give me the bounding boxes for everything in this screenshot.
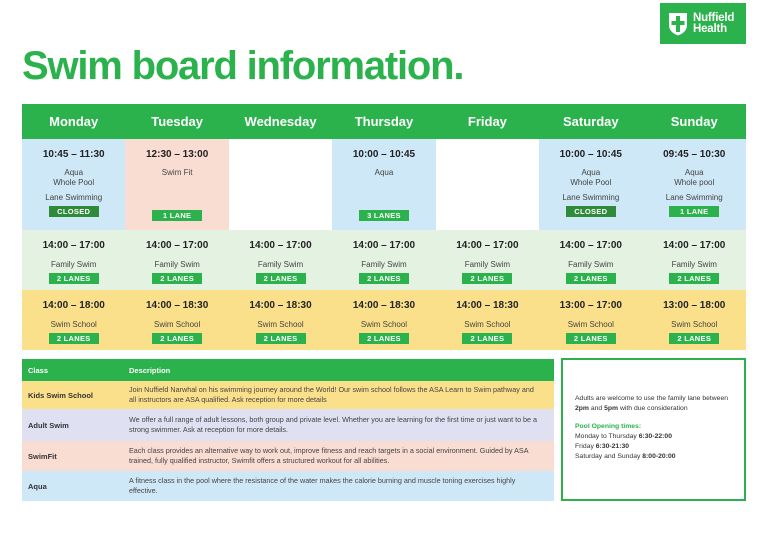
class-description: Join Nuffield Narwhal on his swimming journey around the World! Our swim school follows the ASA Learn to Swim pathway and all instructors are ASA qualified. Ask reception for more details: [129, 385, 534, 404]
session-activity: Aqua: [684, 168, 704, 177]
session-area: Whole Pool: [570, 178, 612, 187]
lane-badge: 2 LANES: [566, 333, 616, 344]
session-time: 14:00 – 17:00: [663, 240, 726, 251]
nuffield-health-logo: [660, 3, 746, 44]
class-row-swimfit: [22, 441, 554, 471]
session-cell-saturday-morning: [539, 139, 642, 230]
lane-badge: 2 LANES: [669, 273, 719, 284]
session-cell-friday-family: [436, 230, 539, 290]
lane-badge: 2 LANES: [256, 333, 306, 344]
session-activity: Swim School: [257, 320, 304, 329]
morning-sessions-row: [22, 139, 746, 230]
session-activity: Swim School: [360, 320, 408, 329]
note-time-start: 2pm: [575, 405, 589, 412]
session-cell-sunday-school: [643, 290, 746, 350]
note-text-mid: and: [588, 405, 605, 412]
session-cell-thursday-morning: [332, 139, 435, 230]
session-time: 14:00 – 18:00: [42, 300, 105, 311]
session-activity: Swim School: [464, 320, 511, 329]
lane-badge: 2 LANES: [359, 273, 409, 284]
session-cell-friday-morning: [436, 139, 539, 230]
class-name: Aqua: [28, 481, 47, 491]
lane-badge: 2 LANES: [359, 333, 409, 344]
session-time: 14:00 – 17:00: [42, 240, 105, 251]
session-activity: Aqua: [581, 168, 601, 177]
class-name: Kids Swim School: [28, 390, 94, 400]
session-activity: Aqua: [64, 168, 84, 177]
hours-label: Monday to Thursday: [575, 433, 639, 440]
session-activity: Swim School: [50, 320, 97, 329]
session-time: 10:00 – 10:45: [352, 149, 416, 160]
session-cell-saturday-family: [539, 230, 642, 290]
page-title: Swim board information.: [22, 44, 464, 88]
session-cell-wednesday-family: [229, 230, 332, 290]
session-activity: Aqua: [374, 168, 394, 177]
session-activity: Family Swim: [257, 260, 304, 269]
day-header-friday: Friday: [467, 114, 507, 129]
day-header-sunday: Sunday: [670, 114, 718, 129]
session-time: 14:00 – 17:00: [559, 240, 622, 251]
session-time: 13:00 – 17:00: [559, 300, 622, 311]
lane-badge: 3 LANES: [359, 210, 409, 221]
day-header-row: [22, 104, 746, 139]
class-row-kids-swim-school: [22, 381, 554, 409]
session-cell-friday-school: [436, 290, 539, 350]
session-time: 14:00 – 18:30: [145, 300, 209, 311]
session-cell-saturday-school: [539, 290, 642, 350]
header-description: Description: [129, 365, 171, 375]
lane-badge: 2 LANES: [462, 333, 512, 344]
family-swim-row: [22, 230, 746, 290]
session-cell-tuesday-school: [125, 290, 228, 350]
class-name: Adult Swim: [28, 420, 69, 430]
brand-name: [693, 13, 734, 35]
session-cell-tuesday-family: [125, 230, 228, 290]
session-area: Whole Pool: [53, 178, 95, 187]
session-cell-sunday-morning: [643, 139, 746, 230]
day-header-saturday: Saturday: [563, 114, 619, 129]
session-activity: Family Swim: [361, 260, 407, 269]
session-cell-sunday-family: [643, 230, 746, 290]
session-cell-monday-family: [22, 230, 125, 290]
session-cell-monday-morning: [22, 139, 125, 230]
session-time: 14:00 – 18:30: [456, 300, 519, 311]
class-name: SwimFit: [28, 451, 57, 461]
class-description: A fitness class in the pool where the resistance of the water makes the calorie burning and muscle toning exercises highly effective.: [129, 476, 516, 495]
day-header-monday: Monday: [49, 114, 99, 129]
lane-badge: 2 LANES: [152, 333, 202, 344]
day-header-tuesday: Tuesday: [151, 114, 204, 129]
class-description: We offer a full range of adult lessons, both group and private level. Whether you are learning for the first time or just want to be a strong swimmer. Ask at reception for more details.: [129, 415, 538, 434]
lane-badge: CLOSED: [49, 206, 99, 217]
info-box: [561, 358, 746, 501]
session-activity: Family Swim: [154, 260, 200, 269]
note-text-start: Adults are welcome to use the family lane between: [575, 395, 729, 402]
session-area: Whole pool: [674, 178, 715, 187]
session-activity: Swim School: [671, 320, 718, 329]
hours-time: 8:00-20:00: [642, 453, 676, 460]
hours-time: 6:30-22:00: [638, 433, 672, 440]
day-header-wednesday: Wednesday: [244, 114, 317, 129]
day-header-thursday: Thursday: [354, 114, 414, 129]
session-time: 14:00 – 17:00: [352, 240, 416, 251]
swim-school-row: [22, 290, 746, 350]
lane-badge: 1 LANE: [669, 206, 719, 217]
brand-line-1: Nuffield: [693, 11, 735, 24]
lane-badge: 2 LANES: [152, 273, 202, 284]
class-description: Each class provides an alternative way to work out, improve fitness and reach targets in a social environment. Guided by ASA trained, fully qualified instructor, Swimfit offers a structured workout for all abilities.: [129, 446, 529, 465]
class-row-aqua: [22, 471, 554, 501]
lane-badge: CLOSED: [566, 206, 616, 217]
session-cell-wednesday-school: [229, 290, 332, 350]
session-activity: Family Swim: [51, 260, 97, 269]
session-time: 10:45 – 11:30: [42, 149, 105, 160]
session-activity: Family Swim: [464, 260, 511, 269]
lane-badge: 1 LANE: [152, 210, 202, 221]
brand-line-2: Health: [693, 22, 727, 35]
session-time: 09:45 – 10:30: [663, 149, 726, 160]
lane-badge: 2 LANES: [669, 333, 719, 344]
session-time: 14:00 – 17:00: [249, 240, 312, 251]
session-time: 13:00 – 18:00: [663, 300, 726, 311]
class-table-header: [22, 359, 554, 381]
opening-times-heading: Pool Opening times:: [575, 423, 642, 430]
session-time: 14:00 – 18:30: [249, 300, 312, 311]
lane-badge: 2 LANES: [256, 273, 306, 284]
class-descriptions-table: [22, 359, 554, 501]
note-time-end: 5pm: [604, 405, 619, 412]
header-class: Class: [28, 365, 49, 375]
opening-hours-weekday: [575, 432, 734, 442]
session-lane-type: Lane Swimming: [45, 193, 103, 202]
opening-hours-friday: [575, 442, 734, 452]
family-lane-note: [575, 394, 734, 414]
session-time: 14:00 – 17:00: [456, 240, 519, 251]
hours-time: 6:30-21:30: [595, 443, 630, 450]
class-row-adult-swim: [22, 409, 554, 441]
lane-badge: 2 LANES: [49, 333, 99, 344]
hours-label: Friday: [575, 443, 596, 450]
lane-badge: 2 LANES: [462, 273, 512, 284]
swim-timetable: [22, 104, 746, 350]
session-activity: Family Swim: [671, 260, 717, 269]
opening-hours-weekend: [575, 452, 734, 462]
session-activity: Swim School: [567, 320, 614, 329]
session-lane-type: Lane Swimming: [562, 193, 620, 202]
shield-cross-icon: [668, 12, 688, 36]
session-time: 14:00 – 17:00: [145, 240, 209, 251]
session-time: 10:00 – 10:45: [559, 149, 622, 160]
lane-badge: 2 LANES: [566, 273, 616, 284]
session-cell-monday-school: [22, 290, 125, 350]
session-time: 12:30 – 13:00: [145, 149, 209, 160]
note-text-end: with due consideration: [618, 405, 688, 412]
hours-label: Saturday and Sunday: [575, 453, 643, 460]
session-activity: Family Swim: [568, 260, 614, 269]
session-activity: Swim School: [154, 320, 201, 329]
session-cell-thursday-family: [332, 230, 435, 290]
session-cell-tuesday-morning: [125, 139, 228, 230]
session-time: 14:00 – 18:30: [352, 300, 416, 311]
session-cell-thursday-school: [332, 290, 435, 350]
lane-badge: 2 LANES: [49, 273, 99, 284]
session-cell-wednesday-morning: [229, 139, 332, 230]
session-lane-type: Lane Swimming: [665, 193, 723, 202]
session-activity: Swim Fit: [161, 168, 193, 177]
